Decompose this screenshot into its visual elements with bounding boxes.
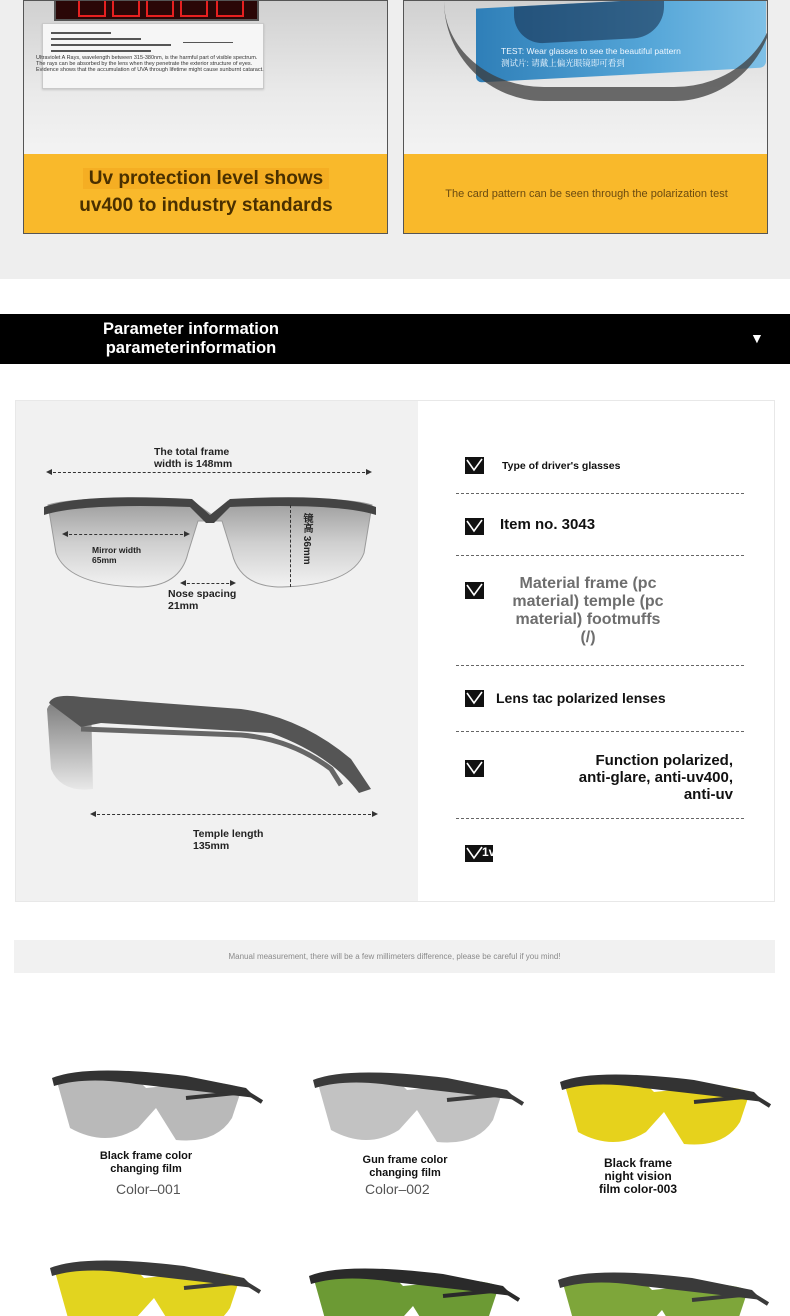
color-option-image bbox=[307, 1060, 527, 1150]
spec-row-type bbox=[456, 431, 744, 494]
temple-length-line bbox=[92, 814, 376, 815]
color-option-name: Gun frame color changing film bbox=[362, 1154, 448, 1179]
polarization-caption: The card pattern can be seen through the polarization test bbox=[445, 188, 728, 200]
total-width-label: The total frame width is 148mm bbox=[154, 446, 233, 470]
uv-meter-photo bbox=[24, 1, 387, 154]
test-card-text: TEST: Wear glasses to see the beautiful pattern 测试片: 请戴上偏光眼镜即可看到 bbox=[501, 46, 681, 68]
color-option-004[interactable] bbox=[36, 1238, 266, 1316]
uv-meter-label-text: Ultraviolet A Rays, wavelength between 315-380nm, is the harmful part of visible spectrum. The rays can be absorbed by the lens when they penetrate the exterior structure of eyes. Evidence shows that the accumulation of UVA through lifetime might cause sunburnt cataract. bbox=[36, 55, 264, 73]
checkbox-icon bbox=[465, 690, 484, 707]
chevron-down-icon[interactable]: ▼ bbox=[750, 330, 764, 346]
spec-type-text: Type of driver's glasses bbox=[502, 460, 621, 472]
nose-spacing-line bbox=[182, 583, 234, 584]
glasses-front-image bbox=[42, 493, 378, 593]
spec-row-item-no bbox=[456, 494, 744, 556]
spec-function-text: Function polarized, anti-glare, anti-uv400, anti-uv bbox=[578, 752, 733, 803]
mirror-height-line bbox=[290, 505, 291, 587]
color-option-name: Black frame color changing film bbox=[99, 1150, 193, 1175]
color-option-name: Black frame night vision film color-003 bbox=[598, 1156, 678, 1196]
color-option-image bbox=[552, 1260, 772, 1316]
checkbox-icon bbox=[465, 582, 484, 599]
measurement-note: Manual measurement, there will be a few millimeters difference, please be careful if you mind! bbox=[14, 940, 775, 973]
color-option-image bbox=[46, 1058, 266, 1148]
spec-row-material bbox=[456, 556, 744, 666]
feature-cards-section bbox=[0, 0, 790, 279]
color-option-005[interactable] bbox=[295, 1238, 525, 1316]
spec-row-extra bbox=[456, 819, 744, 879]
uv-meter-display bbox=[54, 1, 259, 21]
spec-item-no-text: Item no. 3043 bbox=[500, 516, 596, 533]
nose-spacing-label: Nose spacing 21mm bbox=[168, 588, 237, 612]
color-option-001[interactable] bbox=[36, 1048, 266, 1208]
polarization-test-card bbox=[403, 0, 768, 234]
temple-length-label: Temple length 135mm bbox=[193, 828, 264, 852]
spec-row-lens bbox=[456, 666, 744, 732]
color-option-code: Color–001 bbox=[116, 1181, 181, 1197]
color-option-code: Color–002 bbox=[365, 1181, 430, 1197]
checkbox-icon bbox=[465, 760, 484, 777]
color-option-image bbox=[303, 1256, 523, 1316]
mirror-width-label: Mirror width 65mm bbox=[92, 545, 142, 565]
polarization-test-photo bbox=[404, 1, 767, 154]
dimension-diagram bbox=[16, 401, 418, 901]
uv-protection-card bbox=[23, 0, 388, 234]
mirror-height-label: 镜高 36mm bbox=[301, 513, 312, 565]
uv-protection-caption: Uv protection level shows uv400 to industry standards bbox=[79, 168, 333, 216]
parameter-header-bar[interactable] bbox=[0, 314, 790, 364]
checkbox-icon bbox=[465, 457, 484, 474]
color-option-image bbox=[44, 1248, 264, 1316]
spec-row-function bbox=[456, 732, 744, 819]
total-width-line bbox=[48, 472, 370, 473]
parameter-panel bbox=[15, 400, 775, 902]
checkbox-icon bbox=[465, 518, 484, 535]
parameter-header-title: Parameter information parameterinformation bbox=[102, 320, 280, 357]
color-option-006[interactable] bbox=[548, 1238, 778, 1316]
color-option-003[interactable] bbox=[548, 1048, 778, 1208]
spec-lens-text: Lens tac polarized lenses bbox=[496, 690, 666, 706]
color-option-image bbox=[554, 1062, 774, 1152]
mirror-width-line bbox=[64, 534, 188, 535]
spec-material-text: Material frame (pc material) temple (pc material) footmuffs (/) bbox=[512, 575, 664, 646]
spec-extra-text: 1v bbox=[482, 845, 496, 859]
glasses-side-image bbox=[41, 689, 381, 809]
color-option-002[interactable] bbox=[295, 1048, 525, 1208]
